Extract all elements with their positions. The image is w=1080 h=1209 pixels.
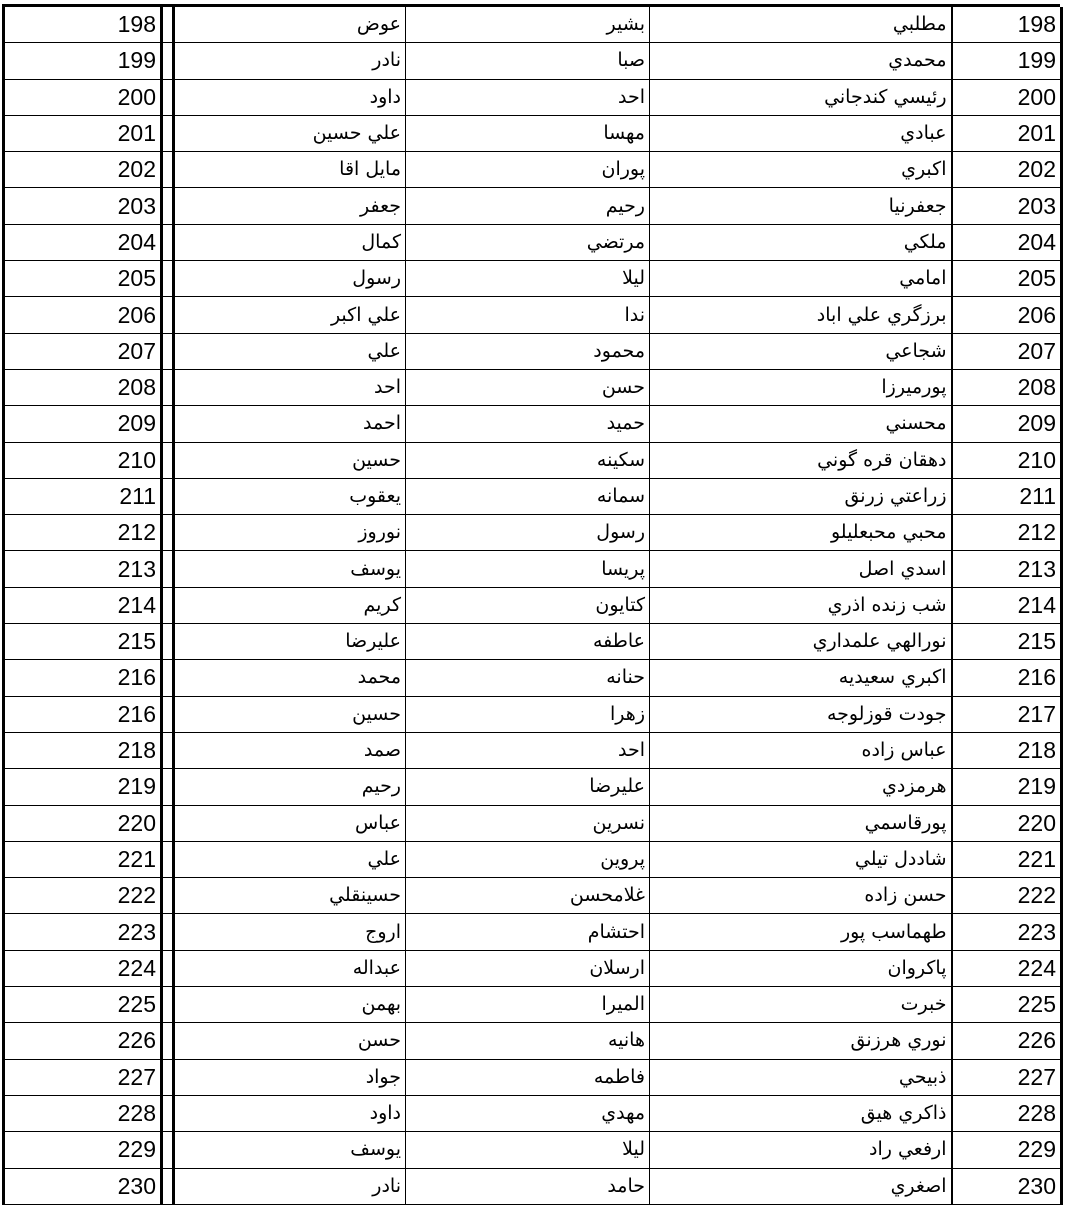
first-name-cell[interactable]: يوسف — [174, 551, 406, 587]
row-number-left-cell[interactable]: 223 — [4, 914, 162, 950]
father-name-cell[interactable]: هانيه — [406, 1023, 650, 1059]
table-row — [4, 696, 1062, 732]
column-gap-cell[interactable] — [162, 515, 174, 551]
last-name-cell[interactable]: شب زنده اذري — [650, 587, 952, 623]
father-name-cell[interactable]: بشیر — [406, 7, 650, 43]
last-name-cell[interactable]: زراعتي زرنق — [650, 478, 952, 514]
first-name-cell[interactable]: مايل اقا — [174, 152, 406, 188]
father-name-cell[interactable]: كتايون — [406, 587, 650, 623]
table-row — [4, 587, 1062, 623]
row-number-right-cell[interactable]: 200 — [952, 79, 1062, 115]
row-number-left-cell[interactable]: 202 — [4, 152, 162, 188]
last-name-cell[interactable]: محسني — [650, 406, 952, 442]
column-gap-cell[interactable] — [162, 442, 174, 478]
last-name-cell[interactable]: ارفعي راد — [650, 1132, 952, 1168]
table-body — [4, 7, 1062, 1204]
father-name-cell[interactable]: ارسلان — [406, 950, 650, 986]
first-name-cell[interactable]: علي — [174, 841, 406, 877]
first-name-cell[interactable]: داود — [174, 79, 406, 115]
column-gap-cell[interactable] — [162, 732, 174, 768]
column-gap-cell[interactable] — [162, 950, 174, 986]
last-name-cell[interactable]: شاددل تيلي — [650, 841, 952, 877]
table-row — [4, 1059, 1062, 1095]
row-number-left-cell[interactable]: 230 — [4, 1168, 162, 1204]
row-number-left-cell[interactable]: 224 — [4, 950, 162, 986]
last-name-cell[interactable]: پورميرزا — [650, 369, 952, 405]
table-row — [4, 987, 1062, 1023]
row-number-left-cell[interactable]: 218 — [4, 732, 162, 768]
column-gap-cell[interactable] — [162, 1059, 174, 1095]
first-name-cell[interactable]: حسينقلي — [174, 878, 406, 914]
table-row — [4, 878, 1062, 914]
last-name-cell[interactable]: خبرت — [650, 987, 952, 1023]
table-row — [4, 841, 1062, 877]
father-name-cell[interactable]: پوران — [406, 152, 650, 188]
first-name-cell[interactable]: محمد — [174, 660, 406, 696]
last-name-cell[interactable]: شجاعي — [650, 333, 952, 369]
first-name-cell[interactable]: يوسف — [174, 1132, 406, 1168]
column-gap-cell[interactable] — [162, 696, 174, 732]
last-name-cell[interactable]: ذاكري هيق — [650, 1095, 952, 1131]
last-name-cell[interactable]: ملكي — [650, 224, 952, 260]
row-number-right-cell[interactable]: 230 — [952, 1168, 1062, 1204]
father-name-cell[interactable]: سكينه — [406, 442, 650, 478]
column-gap-cell[interactable] — [162, 587, 174, 623]
first-name-cell[interactable]: حسين — [174, 696, 406, 732]
father-name-cell[interactable]: رسول — [406, 515, 650, 551]
table-row — [4, 660, 1062, 696]
row-number-right-cell[interactable]: 221 — [952, 841, 1062, 877]
first-name-cell[interactable]: نوروز — [174, 515, 406, 551]
table-row — [4, 1132, 1062, 1168]
row-number-right-cell[interactable]: 226 — [952, 1023, 1062, 1059]
column-gap-cell[interactable] — [162, 261, 174, 297]
first-name-cell[interactable]: حسين — [174, 442, 406, 478]
table-row — [4, 333, 1062, 369]
first-name-cell[interactable]: عليرضا — [174, 624, 406, 660]
father-name-cell[interactable]: احتشام — [406, 914, 650, 950]
row-number-right-cell[interactable]: 211 — [952, 478, 1062, 514]
row-number-left-cell[interactable]: 210 — [4, 442, 162, 478]
first-name-cell[interactable]: عوض — [174, 7, 406, 43]
column-gap-cell[interactable] — [162, 914, 174, 950]
table-row — [4, 224, 1062, 260]
table-row — [4, 1095, 1062, 1131]
row-number-left-cell[interactable]: 216 — [4, 696, 162, 732]
column-gap-cell[interactable] — [162, 1168, 174, 1204]
first-name-cell[interactable]: علي اكبر — [174, 297, 406, 333]
first-name-cell[interactable]: يعقوب — [174, 478, 406, 514]
first-name-cell[interactable]: نادر — [174, 43, 406, 79]
column-gap-cell[interactable] — [162, 1095, 174, 1131]
first-name-cell[interactable]: كريم — [174, 587, 406, 623]
column-gap-cell[interactable] — [162, 878, 174, 914]
father-name-cell[interactable]: زهرا — [406, 696, 650, 732]
last-name-cell[interactable]: جودت قوزلوجه — [650, 696, 952, 732]
row-number-left-cell[interactable]: 199 — [4, 43, 162, 79]
row-number-right-cell[interactable]: 198 — [952, 7, 1062, 43]
row-number-right-cell[interactable]: 215 — [952, 624, 1062, 660]
row-number-right-cell[interactable]: 204 — [952, 224, 1062, 260]
row-number-left-cell[interactable]: 209 — [4, 406, 162, 442]
row-number-left-cell[interactable]: 200 — [4, 79, 162, 115]
last-name-cell[interactable]: جعفرنيا — [650, 188, 952, 224]
row-number-right-cell[interactable]: 227 — [952, 1059, 1062, 1095]
row-number-right-cell[interactable]: 210 — [952, 442, 1062, 478]
table-row — [4, 79, 1062, 115]
row-number-left-cell[interactable]: 207 — [4, 333, 162, 369]
father-name-cell[interactable]: محمود — [406, 333, 650, 369]
father-name-cell[interactable]: حنانه — [406, 660, 650, 696]
row-number-left-cell[interactable]: 221 — [4, 841, 162, 877]
table-row — [4, 369, 1062, 405]
row-number-left-cell[interactable]: 227 — [4, 1059, 162, 1095]
last-name-cell[interactable]: محمدي — [650, 43, 952, 79]
row-number-right-cell[interactable]: 224 — [952, 950, 1062, 986]
column-gap-cell[interactable] — [162, 188, 174, 224]
row-number-left-cell[interactable]: 206 — [4, 297, 162, 333]
column-gap-cell[interactable] — [162, 43, 174, 79]
father-name-cell[interactable]: مهدي — [406, 1095, 650, 1131]
row-number-right-cell[interactable]: 207 — [952, 333, 1062, 369]
row-number-left-cell[interactable]: 203 — [4, 188, 162, 224]
table-row — [4, 297, 1062, 333]
column-gap-cell[interactable] — [162, 1023, 174, 1059]
father-name-cell[interactable]: پروين — [406, 841, 650, 877]
first-name-cell[interactable]: عبداله — [174, 950, 406, 986]
last-name-cell[interactable]: نورالهي علمداري — [650, 624, 952, 660]
father-name-cell[interactable]: مهسا — [406, 115, 650, 151]
last-name-cell[interactable]: اسدي اصل — [650, 551, 952, 587]
row-number-right-cell[interactable]: 225 — [952, 987, 1062, 1023]
row-number-right-cell[interactable]: 229 — [952, 1132, 1062, 1168]
row-number-left-cell[interactable]: 212 — [4, 515, 162, 551]
last-name-cell[interactable]: پورقاسمي — [650, 805, 952, 841]
row-number-left-cell[interactable]: 220 — [4, 805, 162, 841]
row-number-right-cell[interactable]: 201 — [952, 115, 1062, 151]
row-number-right-cell[interactable]: 220 — [952, 805, 1062, 841]
last-name-cell[interactable]: دهقان قره گوني — [650, 442, 952, 478]
table-row — [4, 551, 1062, 587]
first-name-cell[interactable]: رحيم — [174, 769, 406, 805]
row-number-right-cell[interactable]: 218 — [952, 732, 1062, 768]
last-name-cell[interactable]: محبي محبعليلو — [650, 515, 952, 551]
row-number-right-cell[interactable]: 199 — [952, 43, 1062, 79]
table-row — [4, 261, 1062, 297]
last-name-cell[interactable]: مطلبي — [650, 7, 952, 43]
column-gap-cell[interactable] — [162, 551, 174, 587]
table-row — [4, 950, 1062, 986]
father-name-cell[interactable]: سمانه — [406, 478, 650, 514]
father-name-cell[interactable]: حسن — [406, 369, 650, 405]
table-row — [4, 115, 1062, 151]
first-name-cell[interactable]: علي — [174, 333, 406, 369]
table-row — [4, 152, 1062, 188]
first-name-cell[interactable]: حسن — [174, 1023, 406, 1059]
column-gap-cell[interactable] — [162, 660, 174, 696]
table-row — [4, 406, 1062, 442]
father-name-cell[interactable]: صبا — [406, 43, 650, 79]
last-name-cell[interactable]: ذبيحي — [650, 1059, 952, 1095]
father-name-cell[interactable]: احد — [406, 79, 650, 115]
last-name-cell[interactable]: هرمزدي — [650, 769, 952, 805]
last-name-cell[interactable]: پاكروان — [650, 950, 952, 986]
column-gap-cell[interactable] — [162, 333, 174, 369]
row-number-left-cell[interactable]: 205 — [4, 261, 162, 297]
row-number-right-cell[interactable]: 206 — [952, 297, 1062, 333]
row-number-left-cell[interactable]: 213 — [4, 551, 162, 587]
row-number-left-cell[interactable]: 201 — [4, 115, 162, 151]
last-name-cell[interactable]: اكبري — [650, 152, 952, 188]
table-row — [4, 478, 1062, 514]
column-gap-cell[interactable] — [162, 224, 174, 260]
table-row — [4, 805, 1062, 841]
father-name-cell[interactable]: فاطمه — [406, 1059, 650, 1095]
row-number-left-cell[interactable]: 228 — [4, 1095, 162, 1131]
father-name-cell[interactable]: غلامحسن — [406, 878, 650, 914]
table-row — [4, 769, 1062, 805]
father-name-cell[interactable]: پريسا — [406, 551, 650, 587]
father-name-cell[interactable]: نسرين — [406, 805, 650, 841]
row-number-right-cell[interactable]: 219 — [952, 769, 1062, 805]
row-number-left-cell[interactable]: 225 — [4, 987, 162, 1023]
table-row — [4, 188, 1062, 224]
last-name-cell[interactable]: امامي — [650, 261, 952, 297]
last-name-cell[interactable]: عباس زاده — [650, 732, 952, 768]
column-gap-cell[interactable] — [162, 369, 174, 405]
row-number-right-cell[interactable]: 228 — [952, 1095, 1062, 1131]
column-gap-cell[interactable] — [162, 152, 174, 188]
row-number-right-cell[interactable]: 214 — [952, 587, 1062, 623]
father-name-cell[interactable]: احد — [406, 732, 650, 768]
father-name-cell[interactable]: حميد — [406, 406, 650, 442]
table-row — [4, 515, 1062, 551]
father-name-cell[interactable]: رحيم — [406, 188, 650, 224]
row-number-left-cell[interactable]: 198 — [4, 7, 162, 43]
row-number-right-cell[interactable]: 208 — [952, 369, 1062, 405]
table-row — [4, 732, 1062, 768]
row-number-left-cell[interactable]: 214 — [4, 587, 162, 623]
last-name-cell[interactable]: اكبري سعيديه — [650, 660, 952, 696]
names-table — [2, 7, 1063, 1205]
column-gap-cell[interactable] — [162, 987, 174, 1023]
row-number-right-cell[interactable]: 212 — [952, 515, 1062, 551]
row-number-left-cell[interactable]: 208 — [4, 369, 162, 405]
first-name-cell[interactable]: جعفر — [174, 188, 406, 224]
first-name-cell[interactable]: بهمن — [174, 987, 406, 1023]
column-gap-cell[interactable] — [162, 805, 174, 841]
row-number-right-cell[interactable]: 223 — [952, 914, 1062, 950]
father-name-cell[interactable]: عاطفه — [406, 624, 650, 660]
column-gap-cell[interactable] — [162, 841, 174, 877]
column-gap-cell[interactable] — [162, 7, 174, 43]
first-name-cell[interactable]: رسول — [174, 261, 406, 297]
row-number-right-cell[interactable]: 202 — [952, 152, 1062, 188]
father-name-cell[interactable]: الميرا — [406, 987, 650, 1023]
column-gap-cell[interactable] — [162, 624, 174, 660]
father-name-cell[interactable]: ليلا — [406, 1132, 650, 1168]
column-gap-cell[interactable] — [162, 478, 174, 514]
last-name-cell[interactable]: طهماسب پور — [650, 914, 952, 950]
row-number-right-cell[interactable]: 209 — [952, 406, 1062, 442]
first-name-cell[interactable]: نادر — [174, 1168, 406, 1204]
row-number-right-cell[interactable]: 216 — [952, 660, 1062, 696]
column-gap-cell[interactable] — [162, 115, 174, 151]
table-row — [4, 7, 1062, 43]
column-gap-cell[interactable] — [162, 297, 174, 333]
table-row — [4, 442, 1062, 478]
row-number-right-cell[interactable]: 222 — [952, 878, 1062, 914]
row-number-right-cell[interactable]: 213 — [952, 551, 1062, 587]
last-name-cell[interactable]: برزگري علي اباد — [650, 297, 952, 333]
table-row — [4, 914, 1062, 950]
father-name-cell[interactable]: مرتضي — [406, 224, 650, 260]
column-gap-cell[interactable] — [162, 406, 174, 442]
row-number-right-cell[interactable]: 217 — [952, 696, 1062, 732]
row-number-left-cell[interactable]: 229 — [4, 1132, 162, 1168]
last-name-cell[interactable]: نوري هرزنق — [650, 1023, 952, 1059]
row-number-left-cell[interactable]: 204 — [4, 224, 162, 260]
row-number-right-cell[interactable]: 205 — [952, 261, 1062, 297]
column-gap-cell[interactable] — [162, 79, 174, 115]
row-number-left-cell[interactable]: 215 — [4, 624, 162, 660]
last-name-cell[interactable]: حسن زاده — [650, 878, 952, 914]
last-name-cell[interactable]: عبادي — [650, 115, 952, 151]
row-number-left-cell[interactable]: 211 — [4, 478, 162, 514]
table-row — [4, 1168, 1062, 1204]
first-name-cell[interactable]: علي حسين — [174, 115, 406, 151]
table-row — [4, 624, 1062, 660]
row-number-left-cell[interactable]: 216 — [4, 660, 162, 696]
first-name-cell[interactable]: احد — [174, 369, 406, 405]
first-name-cell[interactable]: اروج — [174, 914, 406, 950]
table-row — [4, 43, 1062, 79]
row-number-left-cell[interactable]: 226 — [4, 1023, 162, 1059]
row-number-left-cell[interactable]: 222 — [4, 878, 162, 914]
father-name-cell[interactable]: حامد — [406, 1168, 650, 1204]
first-name-cell[interactable]: صمد — [174, 732, 406, 768]
table-row — [4, 1023, 1062, 1059]
first-name-cell[interactable]: داود — [174, 1095, 406, 1131]
father-name-cell[interactable]: ندا — [406, 297, 650, 333]
row-number-right-cell[interactable]: 203 — [952, 188, 1062, 224]
first-name-cell[interactable]: عباس — [174, 805, 406, 841]
column-gap-cell[interactable] — [162, 1132, 174, 1168]
first-name-cell[interactable]: احمد — [174, 406, 406, 442]
last-name-cell[interactable]: رئیسي كندجاني — [650, 79, 952, 115]
row-number-left-cell[interactable]: 219 — [4, 769, 162, 805]
first-name-cell[interactable]: كمال — [174, 224, 406, 260]
father-name-cell[interactable]: ليلا — [406, 261, 650, 297]
spreadsheet-table-container — [2, 4, 1060, 1205]
first-name-cell[interactable]: جواد — [174, 1059, 406, 1095]
column-gap-cell[interactable] — [162, 769, 174, 805]
last-name-cell[interactable]: اصغري — [650, 1168, 952, 1204]
father-name-cell[interactable]: عليرضا — [406, 769, 650, 805]
